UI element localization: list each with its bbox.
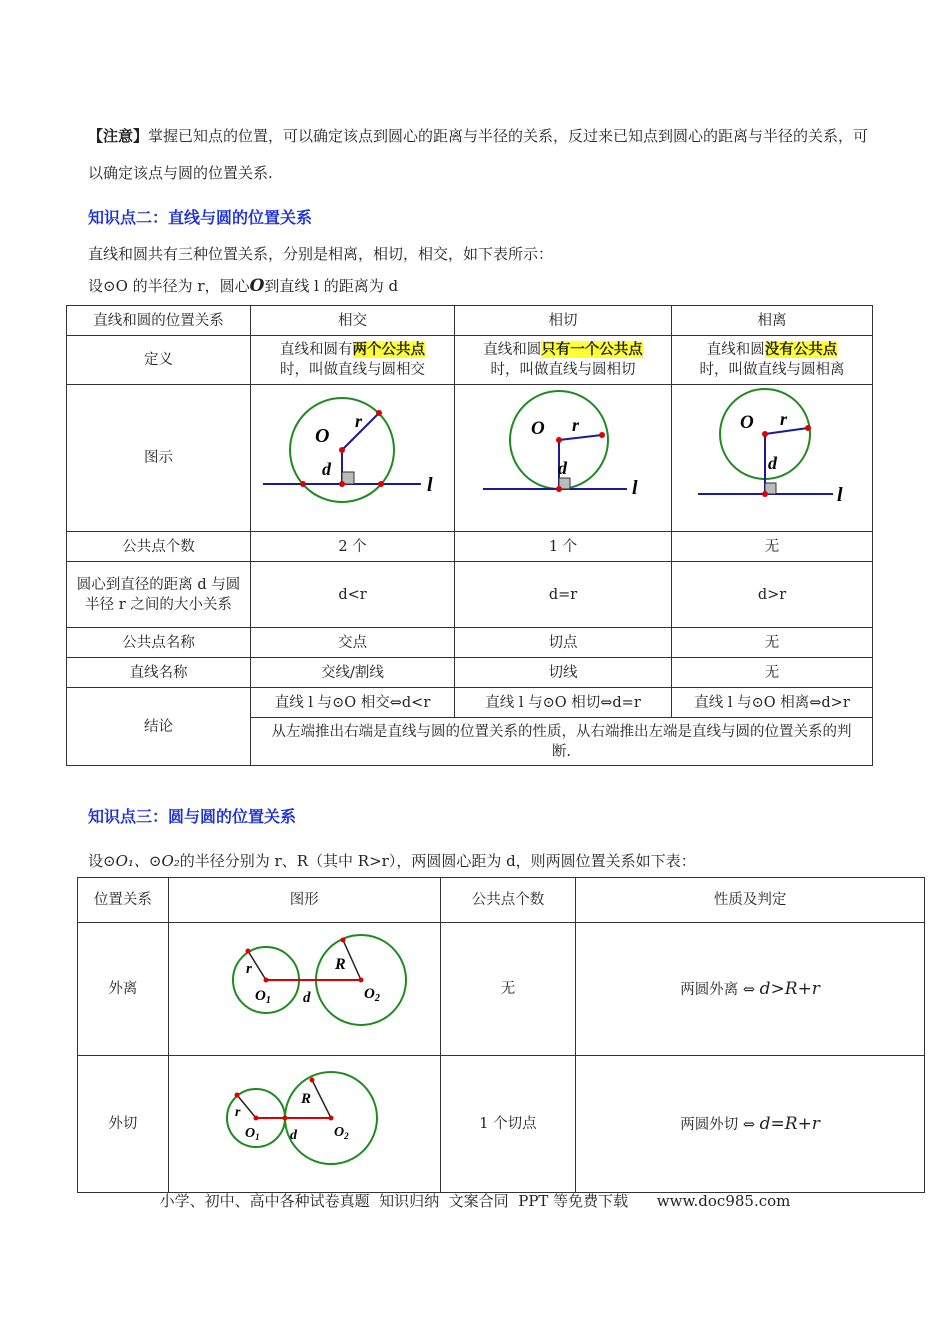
setup-pre: 设 [88,852,104,870]
table-cell: 无 [672,658,873,688]
label-O: O [531,418,545,439]
table-header-row [78,878,925,923]
table-row [67,628,873,658]
note-text: 掌握已知点的位置，可以确定该点到圆心的距离与半径的关系，反过来已知点到圆心的距离与半径的关系，可以确定该点与圆的位置关系. [88,127,869,182]
table-row [78,1056,925,1193]
tangent-diagram [455,385,671,525]
row-label: 公共点个数 [67,532,251,562]
header-cell: 性质及判定 [576,878,925,923]
figure-intersect [251,385,455,532]
figure-external-separate [168,923,440,1056]
table-cell: 1 个 [455,532,672,562]
section3-setup [88,850,696,871]
header-cell: 公共点个数 [440,878,576,923]
separate-diagram [672,385,872,525]
table-cell: 切线 [455,658,672,688]
row-label: 外切 [78,1056,169,1193]
note-paragraph [88,118,878,192]
table-row [78,923,925,1056]
header-cell: 位置关系 [78,878,169,923]
section2-intro: 直线和圆共有三种位置关系，分别是相离，相切，相交，如下表所示： [88,245,554,263]
property-cell: 两圆外离 ⇔ d>R+r [576,923,925,1056]
svg-text:d: d [302,990,311,1006]
table-header-row [67,306,873,336]
setup-post: 的半径分别为 r、R（其中 R>r），两圆圆心距为 d，则两圆位置关系如下表： [179,852,696,870]
row-label: 圆心到直径的距离 d 与圆半径 r 之间的大小关系 [67,562,251,628]
table-cell: 1 个切点 [440,1056,576,1193]
note-label: 【注意】 [88,127,149,145]
conclusion-cell: 直线 l 与⊙O 相离⇔d>r [672,688,873,718]
label-r: r [355,411,363,431]
conclusion-note: 从左端推出右端是直线与圆的位置关系的性质，从右端推出左端是直线与圆的位置关系的判断. [251,718,873,766]
intersect-diagram [251,385,454,525]
page-footer: 小学、初中、高中各种试卷真题 知识归纳 文案合同 PPT 等免费下载 www.doc985.com [159,1192,791,1210]
conclusion-row [67,688,873,718]
definition-cell: 直线和圆没有公共点 时，叫做直线与圆相离 [672,336,873,385]
svg-text:R: R [334,956,346,973]
row-label: 公共点名称 [67,628,251,658]
table-row [67,562,873,628]
setup-pre: 设⊙O 的半径为 r，圆心 [88,277,250,295]
table-row [67,532,873,562]
table-cell: d=r [455,562,672,628]
label-l: l [427,474,433,496]
table-cell: 无 [440,923,576,1056]
setup-math: ⊙O₁、⊙O₂ [103,852,180,870]
table-cell: 无 [672,532,873,562]
figure-external-tangent [168,1056,440,1193]
header-cell: 相切 [455,306,672,336]
svg-text:O1: $O_1$ [254,988,271,1006]
external-separate-diagram [169,923,440,1049]
conclusion-cell: 直线 l 与⊙O 相交⇔d<r [251,688,455,718]
label-d: d [558,458,567,478]
row-label: 直线名称 [67,658,251,688]
row-label: 定义 [67,336,251,385]
header-cell: 直线和圆的位置关系 [67,306,251,336]
label-l: l [837,484,843,506]
table-cell: 切点 [455,628,672,658]
label-l: l [632,477,638,499]
figure-row [67,385,873,532]
row-label: 结论 [67,688,251,766]
circle-circle-table [77,877,925,1193]
svg-text:d: d [289,1128,297,1143]
setup-O: O [249,276,265,296]
line-circle-table [66,305,873,766]
svg-text:R: R [300,1091,311,1107]
table-cell: 交线/割线 [251,658,455,688]
row-label: 图示 [67,385,251,532]
svg-text:O2: $O_2$ [333,1125,349,1141]
table-row [67,658,873,688]
row-label: 外离 [78,923,169,1056]
external-tangent-diagram [169,1056,440,1186]
section2-title: 知识点二：直线与圆的位置关系 [88,208,313,227]
svg-text:r: r [245,961,252,977]
figure-tangent [455,385,672,532]
figure-separate [672,385,873,532]
svg-text:r: r [234,1105,241,1120]
header-cell: 相交 [251,306,455,336]
header-cell: 图形 [168,878,440,923]
label-O: O [740,412,754,433]
section2-setup [88,275,398,296]
svg-text:O2: $O_2$ [363,986,380,1004]
header-cell: 相离 [672,306,873,336]
label-d: d [768,453,777,473]
definition-cell: 直线和圆有两个公共点 时，叫做直线与圆相交 [251,336,455,385]
table-cell: 无 [672,628,873,658]
definition-row [67,336,873,385]
label-O: O [315,425,330,447]
svg-text:O1: $O_1$ [244,1126,260,1142]
table-cell: d<r [251,562,455,628]
conclusion-cell: 直线 l 与⊙O 相切⇔d=r [455,688,672,718]
section3-title: 知识点三：圆与圆的位置关系 [88,807,297,826]
property-cell: 两圆外切 ⇔ d=R+r [576,1056,925,1193]
definition-cell: 直线和圆只有一个公共点 时，叫做直线与圆相切 [455,336,672,385]
label-r: r [572,415,580,435]
label-r: r [780,409,788,429]
setup-post: 到直线 l 的距离为 d [264,277,399,295]
table-cell: d>r [672,562,873,628]
table-cell: 2 个 [251,532,455,562]
table-cell: 交点 [251,628,455,658]
label-d: d [322,459,331,479]
